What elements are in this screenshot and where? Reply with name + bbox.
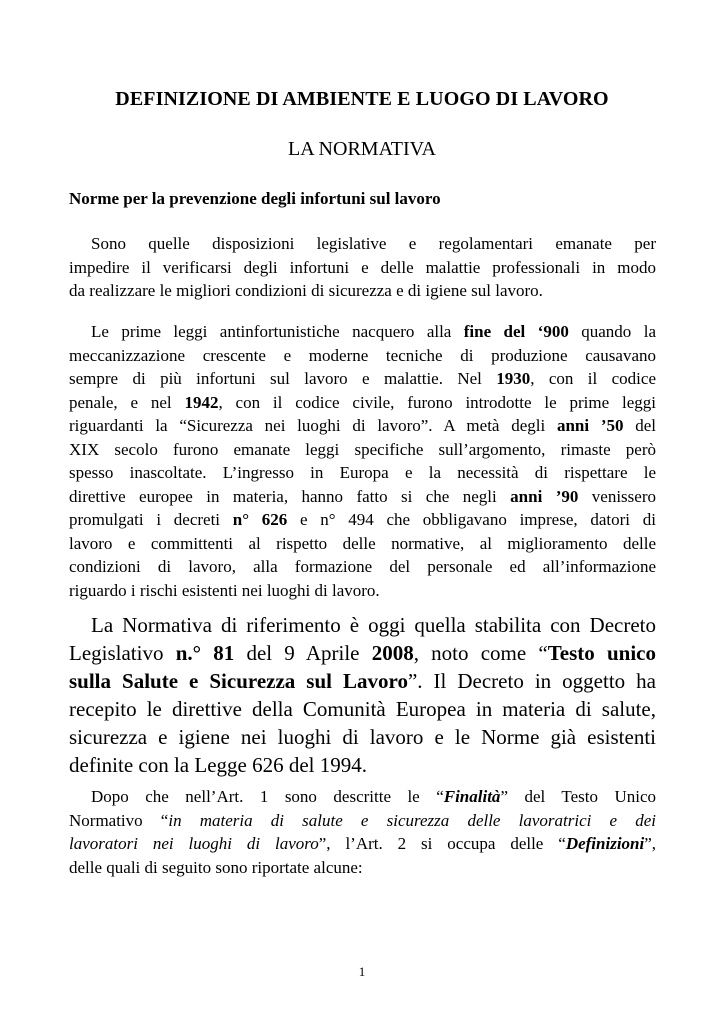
paragraph-4 <box>69 785 656 879</box>
paragraph-line: promulgati i decreti n° 626 e n° 494 che obbligavano imprese, datori di <box>69 510 656 529</box>
paragraph-line: direttive europee in materia, hanno fatto si che negli anni ’90 venissero <box>69 486 656 506</box>
paragraph-line: definite con la Legge 626 del 1994. <box>69 753 367 777</box>
paragraph-3 <box>69 611 656 779</box>
paragraph-line: Sono quelle disposizioni legislative e regolamentari emanate per <box>91 234 656 253</box>
paragraph-line: Le prime leggi antinfortunistiche nacquero alla fine del ‘900 quando la <box>91 322 656 341</box>
section-heading: Norme per la prevenzione degli infortuni sul lavoro <box>69 189 441 208</box>
paragraph-line: recepito le direttive della Comunità Europea in materia di salute, <box>69 697 656 721</box>
paragraph-line: lavoratori nei luoghi di lavoro”, l’Art. 2 si occupa delle “Definizioni”, <box>69 834 657 853</box>
paragraph-line: lavoro e committenti al rispetto delle normative, al miglioramento delle <box>69 533 656 553</box>
paragraph-line: spesso inascoltate. L’ingresso in Europa e la necessità di rispettare le <box>69 463 656 482</box>
paragraph-line: da realizzare le migliori condizioni di sicurezza e di igiene sul lavoro. <box>69 281 543 300</box>
paragraph-line: Legislativo n.° 81 del 9 Aprile 2008, noto come “Testo unico <box>69 641 656 665</box>
page-number: 1 <box>358 964 366 979</box>
paragraph-line: sulla Salute e Sicurezza sul Lavoro”. Il Decreto in oggetto ha <box>69 669 656 693</box>
paragraph-line: La Normativa di riferimento è oggi quella stabilita con Decreto <box>91 613 656 637</box>
paragraph-line: impedire il verificarsi degli infortuni e delle malattie professionali in modo <box>69 257 656 277</box>
paragraph-line: Normativo “in materia di salute e sicurezza delle lavoratrici e dei <box>69 810 656 830</box>
paragraph-line: Dopo che nell’Art. 1 sono descritte le “Finalità” del Testo Unico <box>91 787 656 806</box>
paragraph-line: delle quali di seguito sono riportate alcune: <box>69 857 363 877</box>
page-subtitle: LA NORMATIVA <box>288 138 436 160</box>
paragraph-line: condizioni di lavoro, alla formazione del personale ed all’informazione <box>69 557 656 576</box>
paragraph-1 <box>69 232 656 303</box>
paragraph-line: riguardanti la “Sicurezza nei luoghi di lavoro”. A metà degli anni ’50 del <box>69 416 657 435</box>
paragraph-line: penale, e nel 1942, con il codice civile, furono introdotte le prime leggi <box>69 392 656 412</box>
paragraph-line: sempre di più infortuni sul lavoro e malattie. Nel 1930, con il codice <box>69 369 656 388</box>
paragraph-line: XIX secolo furono emanate leggi specifiche sull’argomento, rimaste però <box>69 439 656 459</box>
paragraph-line: riguardo i rischi esistenti nei luoghi di lavoro. <box>69 580 380 600</box>
paragraph-line: meccanizzazione crescente e moderne tecniche di produzione causavano <box>69 345 656 365</box>
page-title: DEFINIZIONE DI AMBIENTE E LUOGO DI LAVORO <box>115 88 609 110</box>
paragraph-2 <box>69 320 656 602</box>
paragraph-line: sicurezza e igiene nei luoghi di lavoro e le Norme già esistenti <box>69 725 656 749</box>
